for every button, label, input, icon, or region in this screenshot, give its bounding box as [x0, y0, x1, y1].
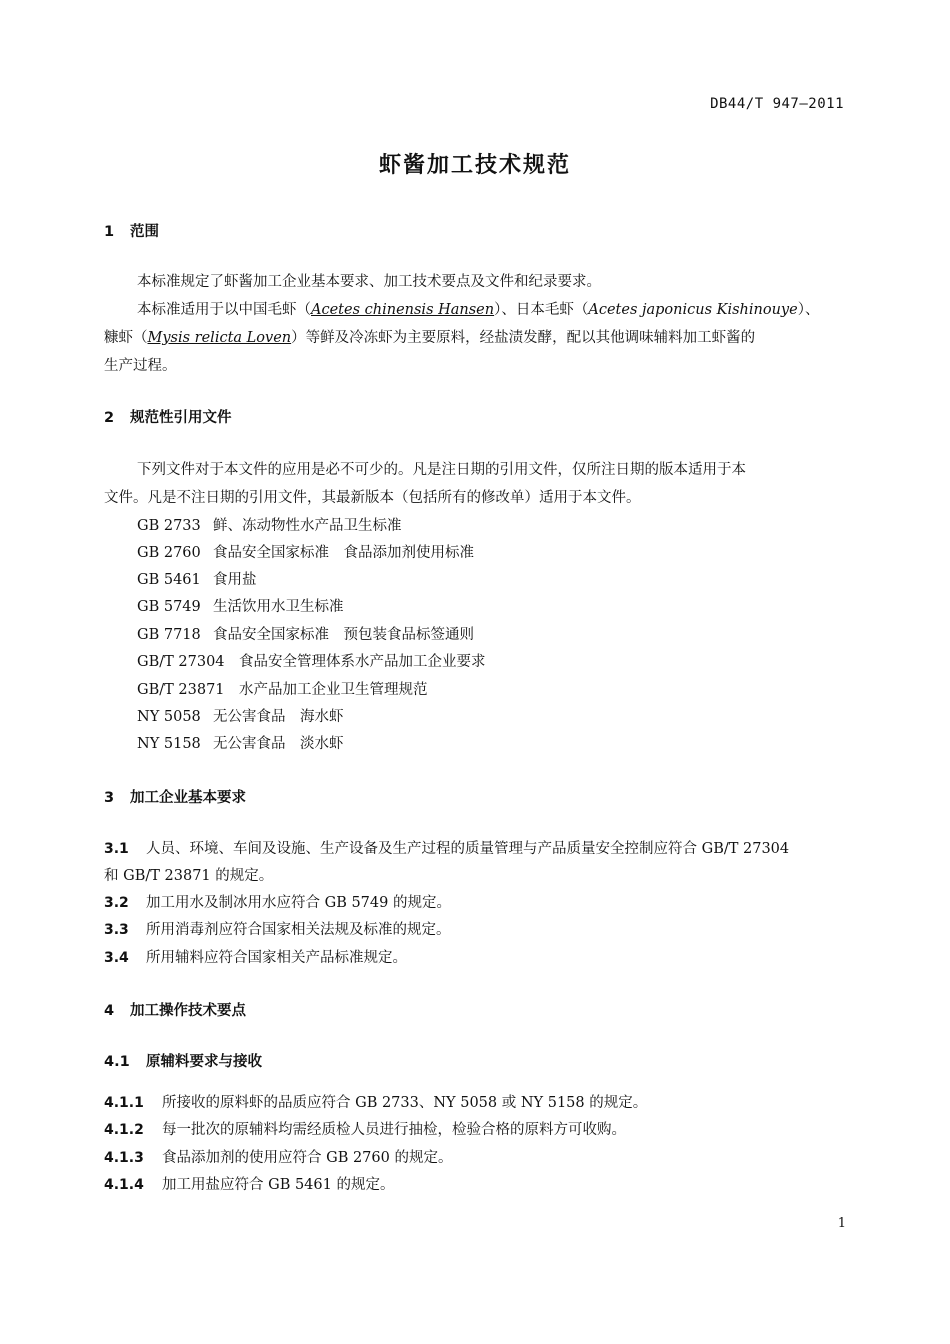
- section-3-heading: [104, 786, 246, 807]
- section-title: 范围: [130, 224, 159, 240]
- clause-text: 所用辅料应符合国家相关产品标准规定。: [146, 950, 407, 966]
- clause-4-1-4: [104, 1173, 394, 1194]
- clause-number: 3.3: [104, 922, 129, 938]
- reference-code: GB/T 27304: [137, 654, 225, 670]
- scientific-name: Acetes chinensis Hansen: [311, 302, 495, 318]
- scope-paragraph-2-line-2: [104, 326, 755, 347]
- scientific-name: Acetes japonicus Kishinouye: [588, 302, 798, 318]
- clause-number: 3.1: [104, 841, 129, 857]
- scope-paragraph-2-line-3: 生产过程。: [104, 358, 177, 374]
- text-fragment: ）等鲜及冷冻虾为主要原料，经盐渍发酵，配以其他调味辅料加工虾酱的: [291, 330, 756, 346]
- subsection-4-1-heading: [104, 1050, 262, 1071]
- reference-title: 食品安全国家标准 食品添加剂使用标准: [213, 545, 474, 561]
- clause-3-1-line-1: [104, 837, 789, 858]
- scientific-name: Mysis relicta Loven: [147, 330, 292, 346]
- text-fragment: 本标准适用于以中国毛虾（: [137, 302, 311, 318]
- clause-3-4: [104, 946, 407, 967]
- reference-code: GB 5749: [137, 599, 201, 615]
- section-number: 3: [104, 790, 115, 806]
- section-title: 加工企业基本要求: [130, 790, 246, 806]
- clause-4-1-1: [104, 1091, 647, 1112]
- clause-text: 人员、环境、车间及设施、生产设备及生产过程的质量管理与产品质量安全控制应符合 GB/T 27304: [146, 841, 790, 857]
- references-intro-line-2: 文件。凡是不注日期的引用文件，其最新版本（包括所有的修改单）适用于本文件。: [104, 490, 641, 506]
- reference-title: 无公害食品 淡水虾: [213, 736, 344, 752]
- section-number: 4: [104, 1003, 115, 1019]
- section-title: 加工操作技术要点: [130, 1003, 246, 1019]
- clause-3-1-line-2: 和 GB/T 23871 的规定。: [104, 868, 274, 884]
- section-title: 规范性引用文件: [130, 410, 232, 426]
- reference-title: 生活饮用水卫生标准: [213, 599, 344, 615]
- clause-number: 4.1.2: [104, 1122, 144, 1138]
- subsection-title: 原辅料要求与接收: [146, 1054, 262, 1070]
- section-number: 2: [104, 410, 115, 426]
- clause-text: 所用消毒剂应符合国家相关法规及标准的规定。: [146, 922, 451, 938]
- reference-code: GB 7718: [137, 627, 201, 643]
- text-fragment: ）、日本毛虾（: [494, 302, 589, 318]
- reference-item: [137, 541, 474, 562]
- reference-item: [137, 595, 344, 616]
- section-4-heading: [104, 999, 246, 1020]
- page-number: 1: [837, 1216, 846, 1231]
- reference-title: 食品安全管理体系水产品加工企业要求: [239, 654, 486, 670]
- clause-number: 3.4: [104, 950, 129, 966]
- reference-title: 无公害食品 海水虾: [213, 709, 344, 725]
- reference-item: [137, 678, 428, 699]
- reference-item: [137, 705, 344, 726]
- clause-number: 4.1.1: [104, 1095, 144, 1111]
- reference-code: GB 5461: [137, 572, 201, 588]
- reference-title: 食品安全国家标准 预包装食品标签通则: [213, 627, 474, 643]
- reference-code: NY 5158: [137, 736, 201, 752]
- clause-text: 每一批次的原辅料均需经质检人员进行抽检，检验合格的原料方可收购。: [162, 1122, 626, 1138]
- clause-text: 所接收的原料虾的品质应符合 GB 2733、NY 5058 或 NY 5158 的规定。: [162, 1095, 648, 1111]
- clause-3-3: [104, 918, 451, 939]
- standard-code: DB44/T 947—2011: [710, 96, 844, 112]
- scope-paragraph-2-line-1: [137, 298, 819, 319]
- reference-title: 水产品加工企业卫生管理规范: [239, 682, 428, 698]
- reference-item: [137, 514, 402, 535]
- reference-code: GB 2760: [137, 545, 201, 561]
- reference-code: GB/T 23871: [137, 682, 225, 698]
- reference-title: 鲜、冻动物性水产品卫生标准: [213, 518, 402, 534]
- clause-number: 3.2: [104, 895, 129, 911]
- reference-item: [137, 568, 257, 589]
- section-1-heading: [104, 220, 159, 241]
- section-2-heading: [104, 406, 232, 427]
- reference-item: [137, 623, 474, 644]
- reference-item: [137, 650, 486, 671]
- text-fragment: 糠虾（: [104, 330, 148, 346]
- references-intro-line-1: 下列文件对于本文件的应用是必不可少的。凡是注日期的引用文件，仅所注日期的版本适用于本: [137, 462, 746, 478]
- page-title: 虾酱加工技术规范: [378, 153, 571, 178]
- subsection-number: 4.1: [104, 1054, 130, 1070]
- section-number: 1: [104, 224, 115, 240]
- reference-title: 食用盐: [213, 572, 257, 588]
- clause-4-1-2: [104, 1118, 626, 1139]
- clause-3-2: [104, 891, 451, 912]
- reference-code: GB 2733: [137, 518, 201, 534]
- clause-text: 加工用盐应符合 GB 5461 的规定。: [162, 1177, 395, 1193]
- clause-text: 食品添加剂的使用应符合 GB 2760 的规定。: [162, 1150, 453, 1166]
- clause-number: 4.1.3: [104, 1150, 144, 1166]
- scope-paragraph-1: 本标准规定了虾酱加工企业基本要求、加工技术要点及文件和纪录要求。: [137, 274, 601, 290]
- clause-text: 加工用水及制冰用水应符合 GB 5749 的规定。: [146, 895, 451, 911]
- reference-item: [137, 732, 344, 753]
- text-fragment: ）、: [797, 302, 820, 318]
- clause-number: 4.1.4: [104, 1177, 144, 1193]
- clause-4-1-3: [104, 1146, 452, 1167]
- reference-code: NY 5058: [137, 709, 201, 725]
